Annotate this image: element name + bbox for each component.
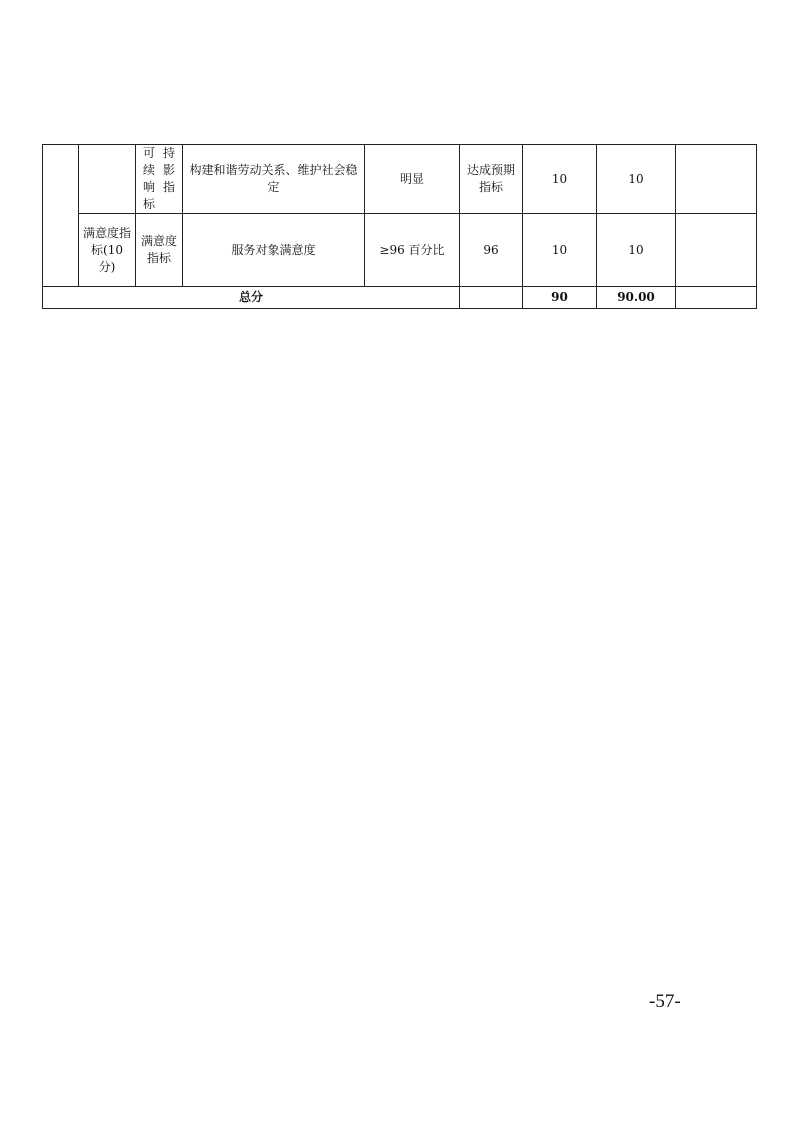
level3-cell: 可 持 续 影 响 指 标	[136, 145, 183, 214]
total-label: 总分	[43, 287, 460, 309]
weight-cell: 10	[523, 145, 597, 214]
target-cell: ≥96 百分比	[365, 214, 460, 287]
table-row	[43, 214, 757, 287]
target-cell: 明显	[365, 145, 460, 214]
total-score-cell: 90.00	[597, 287, 676, 309]
level3-cell: 满意度指标	[136, 214, 183, 287]
performance-table	[42, 144, 757, 309]
score-cell: 10	[597, 214, 676, 287]
remark-cell	[676, 145, 757, 214]
level1-cell	[43, 145, 79, 287]
level2-cell: 满意度指标(10分)	[79, 214, 136, 287]
indicator-cell: 构建和谐劳动关系、维护社会稳定	[183, 145, 365, 214]
remark-cell	[676, 214, 757, 287]
total-remark-cell	[676, 287, 757, 309]
total-row	[43, 287, 757, 309]
table-row	[43, 145, 757, 214]
page-number: -57-	[649, 991, 681, 1012]
total-actual-cell	[460, 287, 523, 309]
level2-cell	[79, 145, 136, 214]
score-cell: 10	[597, 145, 676, 214]
indicator-cell: 服务对象满意度	[183, 214, 365, 287]
weight-cell: 10	[523, 214, 597, 287]
total-weight-cell: 90	[523, 287, 597, 309]
actual-cell: 达成预期指标	[460, 145, 523, 214]
actual-cell: 96	[460, 214, 523, 287]
